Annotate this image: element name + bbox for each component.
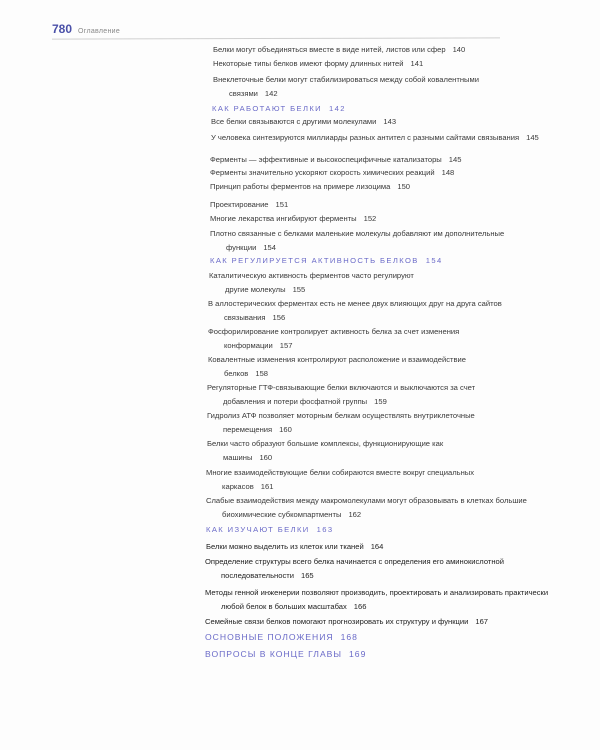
toc-entry-title: Белки могут объединяться вместе в виде нитей, листов или сфер: [213, 45, 446, 54]
toc-entry: [211, 115, 547, 129]
toc-entry-page: 143: [383, 117, 397, 126]
toc-entry-page: 154: [425, 256, 443, 265]
toc-entry: [210, 166, 546, 180]
toc-entry: [210, 212, 546, 226]
toc-entry: [213, 43, 549, 57]
toc-entry: [208, 325, 504, 353]
toc-entry: [206, 540, 522, 554]
toc-entry-page: 161: [260, 482, 274, 491]
toc-entry-page: 166: [353, 602, 367, 611]
toc-entry: [206, 494, 552, 522]
toc-entry-title: Плотно связанные с белками маленькие молекулы добавляют им дополнительные функции: [210, 229, 505, 252]
toc-entry: [210, 198, 546, 212]
running-header: [52, 22, 120, 36]
toc-entry: [208, 297, 524, 325]
toc-entry: [206, 466, 492, 494]
toc-entry-title: Белки можно выделить из клеток или тканей: [206, 542, 364, 551]
toc-section: [210, 254, 546, 268]
toc-entry-page: 145: [448, 155, 462, 164]
toc-entry: [205, 615, 551, 629]
toc-entry: [210, 180, 546, 194]
toc-entry-page: 160: [279, 425, 292, 434]
toc-entry: [210, 153, 546, 167]
toc-entry-title: ОСНОВНЫЕ ПОЛОЖЕНИЯ: [205, 632, 334, 642]
toc-entry-page: 141: [410, 59, 424, 68]
toc-entry: [213, 57, 549, 71]
toc-entry: [205, 586, 551, 614]
toc-entry-title: Семейные связи белков помогают прогнозировать их структуру и функции: [205, 617, 469, 626]
toc-entry-title: У человека синтезируются миллиарды разных антител с разными сайтами связывания: [211, 133, 520, 142]
toc-entry-title: Ферменты — эффективные и высокоспецифичные катализаторы: [210, 155, 442, 164]
toc-entry-title: Фосфорилирование контролирует активность белка за счет изменения конформации: [208, 327, 460, 350]
toc-entry-title: КАК РЕГУЛИРУЕТСЯ АКТИВНОСТЬ БЕЛКОВ: [210, 256, 419, 265]
toc-entry-page: 154: [263, 243, 276, 252]
toc-entry: [213, 73, 529, 101]
toc-entry-title: Все белки связываются с другими молекулами: [211, 117, 377, 126]
toc-entry-page: 163: [316, 525, 334, 534]
toc-entry-page: 140: [452, 45, 466, 54]
toc-entry-title: Проектирование: [210, 200, 269, 209]
toc-entry-title: Гидролиз АТФ позволяет моторным белкам осуществлять внутриклеточные перемещения: [207, 411, 475, 434]
toc-entry: [207, 437, 463, 465]
toc-entry-page: 157: [279, 341, 293, 350]
toc-entry-page: 165: [300, 571, 314, 580]
toc-entry-title: Регуляторные ГТФ-связывающие белки включаются и выключаются за счет добавления и потери фосфатной группы: [207, 383, 476, 406]
toc-entry-title: ВОПРОСЫ В КОНЦЕ ГЛАВЫ: [205, 649, 343, 659]
toc-entry-page: 151: [275, 200, 289, 209]
toc-entry-title: Внеклеточные белки могут стабилизироваться между собой ковалентными связями: [213, 75, 479, 98]
toc-entry-title: Ковалентные изменения контролируют расположение и взаимодействие белков: [208, 355, 467, 378]
toc-entry: [207, 381, 513, 409]
toc-entry-page: 150: [397, 182, 411, 191]
toc-entry: [208, 353, 494, 381]
toc-entry-page: 159: [374, 397, 387, 406]
header-rule: [52, 37, 500, 39]
toc-entry-title: Слабые взаимодействия между макромолекулами могут образовывать в клетках большие биохимические субкомпартменты: [206, 496, 527, 519]
toc-entry-page: 160: [259, 453, 273, 462]
toc-entry-title: Ферменты значительно ускоряют скорость химических реакций: [210, 168, 435, 177]
running-title: Оглавление: [78, 28, 121, 35]
toc-entry: [209, 269, 425, 297]
toc-entry: [210, 227, 526, 255]
toc-section: [206, 523, 522, 537]
toc-section: [212, 102, 528, 116]
toc-entry-title: Определение структуры всего белка начинается с определения его аминокислотной последовательности: [205, 557, 505, 580]
toc-entry-page: 145: [526, 133, 539, 142]
toc-entry-title: Некоторые типы белков имеют форму длинных нитей: [213, 59, 404, 68]
toc-section: [205, 647, 521, 662]
toc-entry-page: 162: [348, 510, 362, 519]
toc-entry-title: КАК РАБОТАЮТ БЕЛКИ: [212, 104, 323, 113]
toc-entry-title: Принцип работы ферментов на примере лизоцима: [210, 182, 391, 191]
toc-section: [205, 630, 521, 645]
toc-entry-title: В аллостерических ферментах есть не менее двух влияющих друг на друга сайтов связывания: [208, 299, 502, 322]
toc-entry: [211, 131, 547, 145]
toc-entry-page: 169: [349, 649, 367, 659]
toc-entry-page: 164: [370, 542, 384, 551]
toc-entry-page: 142: [329, 104, 346, 113]
toc-entry-title: КАК ИЗУЧАЮТ БЕЛКИ: [206, 525, 310, 534]
toc-entry-page: 158: [255, 369, 269, 378]
toc-entry-title: Каталитическую активность ферментов часто регулируют другие молекулы: [209, 271, 414, 294]
toc-entry-page: 155: [292, 285, 306, 294]
toc-entry-page: 142: [264, 89, 278, 98]
toc-entry-page: 156: [272, 313, 286, 322]
toc-entry-title: Многие взаимодействующие белки собираются вместе вокруг специальных каркасов: [206, 468, 475, 491]
toc-entry-page: 148: [441, 168, 455, 177]
toc-entry-page: 152: [363, 214, 377, 223]
toc-entry-page: 167: [475, 617, 489, 626]
toc-entry: [207, 409, 493, 437]
toc-entry-page: 168: [340, 632, 358, 642]
toc-entry-title: Белки часто образуют большие комплексы, функционирующие как машины: [207, 439, 444, 462]
toc-entry-title: Многие лекарства ингибируют ферменты: [210, 214, 357, 223]
toc-entry-title: Методы генной инженерии позволяют производить, проектировать и анализировать практически любой белок в больших масштабах: [205, 588, 549, 611]
toc-entry: [205, 555, 551, 583]
page-number: 780: [52, 22, 73, 36]
